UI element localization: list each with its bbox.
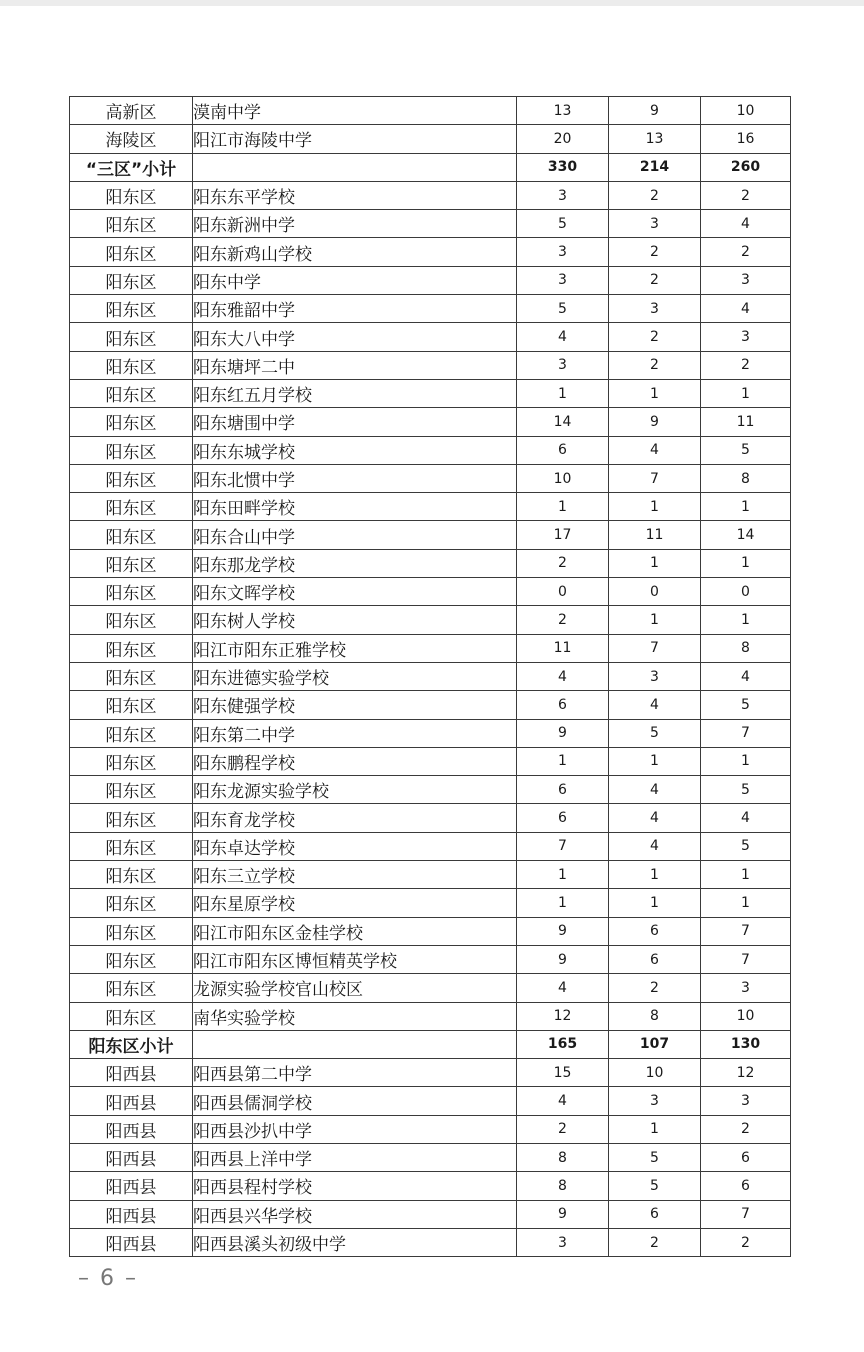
table-row: [70, 408, 791, 436]
value-cell-3: 4: [701, 804, 791, 832]
value-cell-1: 15: [517, 1059, 609, 1087]
district-cell: 高新区: [70, 97, 193, 125]
value-cell-3: 0: [701, 578, 791, 606]
value-cell-2: 3: [609, 210, 701, 238]
district-cell: 阳西县: [70, 1059, 193, 1087]
value-cell-2: 5: [609, 1172, 701, 1200]
value-cell-2: 7: [609, 464, 701, 492]
value-cell-3: 4: [701, 295, 791, 323]
value-cell-3: 3: [701, 974, 791, 1002]
table-row: [70, 1087, 791, 1115]
value-cell-3: 3: [701, 266, 791, 294]
value-cell-3: 4: [701, 662, 791, 690]
table-row: [70, 747, 791, 775]
district-cell: 阳东区: [70, 1002, 193, 1030]
district-cell: 阳东区: [70, 549, 193, 577]
value-cell-2: 2: [609, 238, 701, 266]
district-cell: 阳东区: [70, 266, 193, 294]
school-cell: 阳东卓达学校: [193, 832, 517, 860]
value-cell-3: 1: [701, 549, 791, 577]
school-cell: 阳东东城学校: [193, 436, 517, 464]
quota-table: [69, 96, 791, 1257]
table-row: [70, 1002, 791, 1030]
school-cell: 阳东三立学校: [193, 861, 517, 889]
value-cell-3: 16: [701, 125, 791, 153]
value-cell-1: 11: [517, 634, 609, 662]
district-cell: 阳东区: [70, 238, 193, 266]
value-cell-2: 4: [609, 691, 701, 719]
value-cell-1: 9: [517, 1200, 609, 1228]
school-cell: 阳东鹏程学校: [193, 747, 517, 775]
district-cell: 阳东区: [70, 776, 193, 804]
table-row: [70, 379, 791, 407]
district-cell: 阳东区: [70, 521, 193, 549]
school-cell: 阳东红五月学校: [193, 379, 517, 407]
value-cell-1: 13: [517, 97, 609, 125]
value-cell-2: 6: [609, 1200, 701, 1228]
table-row: [70, 181, 791, 209]
table-row: [70, 549, 791, 577]
school-cell: 阳东那龙学校: [193, 549, 517, 577]
value-cell-1: 2: [517, 549, 609, 577]
school-cell: 阳东雅韶中学: [193, 295, 517, 323]
table-row: [70, 295, 791, 323]
district-cell: 阳西县: [70, 1115, 193, 1143]
table-row: [70, 97, 791, 125]
value-cell-3: 7: [701, 1200, 791, 1228]
value-cell-2: 0: [609, 578, 701, 606]
school-cell: 阳东塘坪二中: [193, 351, 517, 379]
value-cell-1: 3: [517, 266, 609, 294]
district-cell: 阳东区: [70, 662, 193, 690]
school-cell: 阳东第二中学: [193, 719, 517, 747]
table-body: [70, 97, 791, 1257]
value-cell-1: 3: [517, 238, 609, 266]
table-row: [70, 691, 791, 719]
value-cell-2: 2: [609, 351, 701, 379]
value-cell-3: 5: [701, 776, 791, 804]
value-cell-1: 330: [517, 153, 609, 181]
school-cell: 阳东文晖学校: [193, 578, 517, 606]
district-cell: 阳东区: [70, 181, 193, 209]
table-row: [70, 606, 791, 634]
value-cell-1: 20: [517, 125, 609, 153]
table-row: [70, 1115, 791, 1143]
value-cell-2: 5: [609, 719, 701, 747]
value-cell-2: 9: [609, 408, 701, 436]
value-cell-2: 1: [609, 493, 701, 521]
table-row: [70, 1143, 791, 1171]
value-cell-3: 12: [701, 1059, 791, 1087]
value-cell-2: 1: [609, 549, 701, 577]
value-cell-2: 1: [609, 379, 701, 407]
school-cell: 阳东中学: [193, 266, 517, 294]
value-cell-1: 3: [517, 351, 609, 379]
value-cell-2: 11: [609, 521, 701, 549]
school-cell: 阳东田畔学校: [193, 493, 517, 521]
value-cell-1: 4: [517, 323, 609, 351]
school-cell: 阳东新洲中学: [193, 210, 517, 238]
value-cell-2: 2: [609, 1228, 701, 1256]
table-row: [70, 832, 791, 860]
value-cell-3: 2: [701, 1115, 791, 1143]
school-cell: 阳江市海陵中学: [193, 125, 517, 153]
value-cell-3: 1: [701, 889, 791, 917]
value-cell-1: 5: [517, 210, 609, 238]
value-cell-2: 214: [609, 153, 701, 181]
value-cell-1: 2: [517, 606, 609, 634]
value-cell-2: 4: [609, 804, 701, 832]
table-row: [70, 776, 791, 804]
district-cell: 阳东区: [70, 861, 193, 889]
table-row: [70, 917, 791, 945]
district-cell: 阳东区: [70, 210, 193, 238]
value-cell-3: 260: [701, 153, 791, 181]
table-row: [70, 1172, 791, 1200]
value-cell-2: 13: [609, 125, 701, 153]
value-cell-1: 10: [517, 464, 609, 492]
value-cell-2: 4: [609, 436, 701, 464]
school-cell: 阳东星原学校: [193, 889, 517, 917]
table-row: [70, 578, 791, 606]
value-cell-3: 1: [701, 493, 791, 521]
value-cell-2: 1: [609, 606, 701, 634]
value-cell-1: 3: [517, 1228, 609, 1256]
district-cell: 阳东区: [70, 634, 193, 662]
value-cell-3: 1: [701, 861, 791, 889]
district-cell: 阳西县: [70, 1172, 193, 1200]
table-row: [70, 351, 791, 379]
value-cell-2: 3: [609, 295, 701, 323]
subtotal-row: [70, 153, 791, 181]
district-cell: 阳东区: [70, 379, 193, 407]
value-cell-2: 2: [609, 323, 701, 351]
school-cell: 阳江市阳东区金桂学校: [193, 917, 517, 945]
table-row: [70, 493, 791, 521]
table-row: [70, 238, 791, 266]
district-cell: 阳东区: [70, 832, 193, 860]
school-cell: 阳江市阳东正雅学校: [193, 634, 517, 662]
table-row: [70, 804, 791, 832]
table-row: [70, 634, 791, 662]
table-row: [70, 323, 791, 351]
school-cell: 阳东大八中学: [193, 323, 517, 351]
value-cell-1: 0: [517, 578, 609, 606]
table-row: [70, 719, 791, 747]
value-cell-3: 14: [701, 521, 791, 549]
school-cell: 龙源实验学校官山校区: [193, 974, 517, 1002]
value-cell-1: 1: [517, 861, 609, 889]
school-cell: 南华实验学校: [193, 1002, 517, 1030]
school-cell: 阳西县儒洞学校: [193, 1087, 517, 1115]
value-cell-3: 10: [701, 1002, 791, 1030]
value-cell-3: 1: [701, 747, 791, 775]
district-cell: 阳东区: [70, 408, 193, 436]
table-row: [70, 662, 791, 690]
value-cell-3: 10: [701, 97, 791, 125]
table-row: [70, 266, 791, 294]
value-cell-2: 107: [609, 1030, 701, 1058]
value-cell-1: 1: [517, 747, 609, 775]
value-cell-1: 4: [517, 974, 609, 1002]
value-cell-3: 2: [701, 1228, 791, 1256]
school-cell: 阳东新鸡山学校: [193, 238, 517, 266]
value-cell-1: 1: [517, 379, 609, 407]
value-cell-1: 2: [517, 1115, 609, 1143]
value-cell-2: 9: [609, 97, 701, 125]
value-cell-2: 4: [609, 832, 701, 860]
value-cell-1: 17: [517, 521, 609, 549]
value-cell-2: 2: [609, 266, 701, 294]
table-row: [70, 861, 791, 889]
value-cell-3: 7: [701, 945, 791, 973]
value-cell-1: 8: [517, 1172, 609, 1200]
district-cell: 阳东区: [70, 747, 193, 775]
district-cell: 海陵区: [70, 125, 193, 153]
table-row: [70, 464, 791, 492]
value-cell-3: 7: [701, 917, 791, 945]
value-cell-2: 1: [609, 747, 701, 775]
school-cell: 阳东健强学校: [193, 691, 517, 719]
value-cell-1: 5: [517, 295, 609, 323]
subtotal-row: [70, 1030, 791, 1058]
table-row: [70, 1059, 791, 1087]
school-cell: 阳江市阳东区博恒精英学校: [193, 945, 517, 973]
school-cell: 阳东塘围中学: [193, 408, 517, 436]
school-cell: 阳东北惯中学: [193, 464, 517, 492]
school-cell: 阳东树人学校: [193, 606, 517, 634]
value-cell-1: 1: [517, 889, 609, 917]
district-cell: 阳西县: [70, 1228, 193, 1256]
value-cell-1: 14: [517, 408, 609, 436]
value-cell-3: 1: [701, 606, 791, 634]
school-cell: 阳西县第二中学: [193, 1059, 517, 1087]
district-cell: 阳东区: [70, 691, 193, 719]
value-cell-1: 6: [517, 691, 609, 719]
value-cell-3: 5: [701, 832, 791, 860]
district-cell: 阳东区: [70, 578, 193, 606]
value-cell-2: 4: [609, 776, 701, 804]
district-cell: 阳西县: [70, 1143, 193, 1171]
district-cell: 阳东区小计: [70, 1030, 193, 1058]
district-cell: 阳东区: [70, 295, 193, 323]
value-cell-3: 7: [701, 719, 791, 747]
district-cell: 阳东区: [70, 889, 193, 917]
value-cell-2: 10: [609, 1059, 701, 1087]
district-cell: 阳西县: [70, 1087, 193, 1115]
table-row: [70, 210, 791, 238]
top-edge: [0, 0, 864, 6]
value-cell-1: 6: [517, 436, 609, 464]
value-cell-1: 7: [517, 832, 609, 860]
value-cell-2: 6: [609, 917, 701, 945]
value-cell-3: 2: [701, 351, 791, 379]
table-row: [70, 889, 791, 917]
school-cell: [193, 1030, 517, 1058]
district-cell: “三区”小计: [70, 153, 193, 181]
value-cell-1: 4: [517, 662, 609, 690]
table-row: [70, 945, 791, 973]
value-cell-2: 1: [609, 861, 701, 889]
value-cell-2: 6: [609, 945, 701, 973]
value-cell-1: 1: [517, 493, 609, 521]
value-cell-3: 3: [701, 323, 791, 351]
value-cell-3: 1: [701, 379, 791, 407]
district-cell: 阳西县: [70, 1200, 193, 1228]
district-cell: 阳东区: [70, 436, 193, 464]
district-cell: 阳东区: [70, 351, 193, 379]
school-cell: 阳东龙源实验学校: [193, 776, 517, 804]
value-cell-3: 6: [701, 1172, 791, 1200]
value-cell-1: 4: [517, 1087, 609, 1115]
value-cell-2: 2: [609, 181, 701, 209]
district-cell: 阳东区: [70, 493, 193, 521]
district-cell: 阳东区: [70, 719, 193, 747]
district-cell: 阳东区: [70, 917, 193, 945]
value-cell-3: 8: [701, 634, 791, 662]
table-row: [70, 1200, 791, 1228]
school-cell: 阳东合山中学: [193, 521, 517, 549]
value-cell-2: 5: [609, 1143, 701, 1171]
district-cell: 阳东区: [70, 323, 193, 351]
value-cell-2: 8: [609, 1002, 701, 1030]
value-cell-3: 3: [701, 1087, 791, 1115]
district-cell: 阳东区: [70, 606, 193, 634]
value-cell-1: 12: [517, 1002, 609, 1030]
table-row: [70, 974, 791, 1002]
table-row: [70, 436, 791, 464]
district-cell: 阳东区: [70, 945, 193, 973]
value-cell-2: 1: [609, 1115, 701, 1143]
value-cell-3: 8: [701, 464, 791, 492]
value-cell-2: 1: [609, 889, 701, 917]
school-cell: 阳西县上洋中学: [193, 1143, 517, 1171]
district-cell: 阳东区: [70, 804, 193, 832]
school-cell: 阳西县溪头初级中学: [193, 1228, 517, 1256]
district-cell: 阳东区: [70, 974, 193, 1002]
school-cell: 阳西县程村学校: [193, 1172, 517, 1200]
value-cell-3: 130: [701, 1030, 791, 1058]
value-cell-1: 8: [517, 1143, 609, 1171]
value-cell-2: 7: [609, 634, 701, 662]
school-cell: [193, 153, 517, 181]
value-cell-3: 2: [701, 238, 791, 266]
value-cell-3: 4: [701, 210, 791, 238]
school-cell: 阳东东平学校: [193, 181, 517, 209]
value-cell-2: 2: [609, 974, 701, 1002]
value-cell-1: 9: [517, 917, 609, 945]
value-cell-1: 165: [517, 1030, 609, 1058]
value-cell-3: 11: [701, 408, 791, 436]
value-cell-1: 3: [517, 181, 609, 209]
value-cell-1: 9: [517, 945, 609, 973]
table-row: [70, 125, 791, 153]
table-row: [70, 1228, 791, 1256]
table-row: [70, 521, 791, 549]
school-cell: 阳西县兴华学校: [193, 1200, 517, 1228]
value-cell-2: 3: [609, 1087, 701, 1115]
school-cell: 阳东育龙学校: [193, 804, 517, 832]
value-cell-3: 5: [701, 436, 791, 464]
value-cell-3: 5: [701, 691, 791, 719]
value-cell-3: 2: [701, 181, 791, 209]
school-cell: 漠南中学: [193, 97, 517, 125]
school-cell: 阳东进德实验学校: [193, 662, 517, 690]
value-cell-1: 9: [517, 719, 609, 747]
value-cell-2: 3: [609, 662, 701, 690]
value-cell-1: 6: [517, 804, 609, 832]
page-number: – 6 –: [78, 1266, 138, 1291]
value-cell-3: 6: [701, 1143, 791, 1171]
district-cell: 阳东区: [70, 464, 193, 492]
school-cell: 阳西县沙扒中学: [193, 1115, 517, 1143]
value-cell-1: 6: [517, 776, 609, 804]
